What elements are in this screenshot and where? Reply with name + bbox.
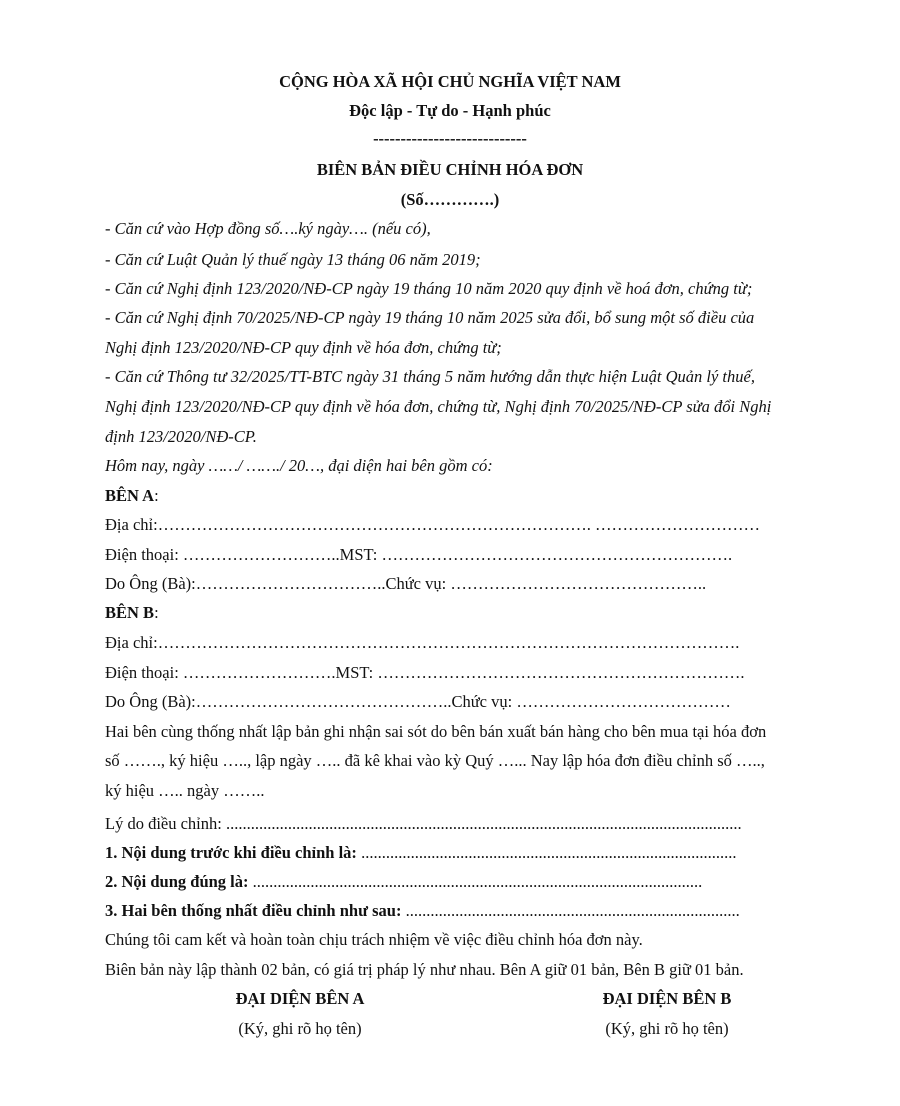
legal-basis-line: - Căn cứ vào Hợp đồng số….ký ngày…. (nếu có), <box>105 219 431 238</box>
reason-line <box>105 814 815 834</box>
party-a-heading-text: BÊN A <box>105 486 155 505</box>
agreement-line: Hai bên cùng thống nhất lập bản ghi nhận sai sót do bên bán xuất bán hàng cho bên mua tại hóa đơn <box>105 722 767 741</box>
party-b-signature-title: ĐẠI DIỆN BÊN B <box>602 989 732 1008</box>
agreement-line: ký hiệu ….. ngày …….. <box>105 781 265 800</box>
item-3-line <box>105 901 815 921</box>
document-number: (Số………….) <box>400 190 500 209</box>
party-b-heading <box>105 603 815 623</box>
header-divider: ---------------------------- <box>373 129 527 148</box>
meeting-date-line: Hôm nay, ngày ……/ ……./ 20…, đại diện hai bên gồm có: <box>105 456 493 475</box>
party-a-heading-colon: : <box>154 486 159 505</box>
party-b-heading-colon: : <box>154 603 159 622</box>
legal-basis-line: - Căn cứ Thông tư 32/2025/TT-BTC ngày 31 tháng 5 năm hướng dẫn thực hiện Luật Quản lý thuế, <box>105 367 755 386</box>
item-1-label: 1. Nội dung trước khi điều chỉnh là: <box>105 843 357 862</box>
party-a-phone-mst: Điện thoại: ………………………..MST: ………………………………………………………. <box>105 545 733 564</box>
legal-basis-line: - Căn cứ Nghị định 70/2025/NĐ-CP ngày 19 tháng 10 năm 2025 sửa đổi, bổ sung một số điều của <box>105 308 755 327</box>
legal-basis-line: định 123/2020/NĐ-CP. <box>105 427 257 446</box>
item-2-label: 2. Nội dung đúng là: <box>105 872 249 891</box>
reason-label: Lý do điều chỉnh: <box>105 814 222 833</box>
party-a-signature-title: ĐẠI DIỆN BÊN A <box>235 989 365 1008</box>
party-b-heading-text: BÊN B <box>105 603 155 622</box>
party-b-signature-note: (Ký, ghi rõ họ tên) <box>605 1019 729 1038</box>
legal-basis-line: - Căn cứ Luật Quản lý thuế ngày 13 tháng 06 năm 2019; <box>105 250 481 269</box>
party-a-representative: Do Ông (Bà):……………………………..Chức vụ: ……………………………………….. <box>105 574 707 593</box>
legal-basis-line: - Căn cứ Nghị định 123/2020/NĐ-CP ngày 19 tháng 10 năm 2020 quy định về hoá đơn, chứng từ; <box>105 279 753 298</box>
item-1-dots: ........................................................................................... <box>356 843 737 862</box>
party-a-signature-note: (Ký, ghi rõ họ tên) <box>238 1019 362 1038</box>
party-a-address: Địa chỉ:……………………………………………………………………. ………………………… <box>105 515 760 534</box>
party-a-heading <box>105 486 815 506</box>
party-b-address: Địa chỉ:……………………………………………………………………………………………. <box>105 633 740 652</box>
party-b-representative: Do Ông (Bà):………………………………………..Chức vụ: ………………………………… <box>105 692 731 711</box>
item-2-dots: ............................................................................................................. <box>248 872 703 891</box>
reason-dots: ............................................................................................................................. <box>221 814 742 833</box>
agreement-line: số ……., ký hiệu ….., lập ngày ….. đã kê khai vào kỳ Quý …... Nay lập hóa đơn điều chỉnh số ….., <box>105 751 765 770</box>
copies-line: Biên bản này lập thành 02 bản, có giá trị pháp lý như nhau. Bên A giữ 01 bản, Bên B giữ 01 bản. <box>105 960 744 979</box>
item-3-label: 3. Hai bên thống nhất điều chỉnh như sau: <box>105 901 402 920</box>
document-title: BIÊN BẢN ĐIỀU CHỈNH HÓA ĐƠN <box>316 160 584 179</box>
legal-basis-line: Nghị định 123/2020/NĐ-CP quy định về hóa đơn, chứng từ, Nghị định 70/2025/NĐ-CP sửa đổi Nghị <box>105 397 772 416</box>
legal-basis-line: Nghị định 123/2020/NĐ-CP quy định về hóa đơn, chứng từ; <box>105 338 502 357</box>
country-name: CỘNG HÒA XÃ HỘI CHỦ NGHĨA VIỆT NAM <box>279 72 621 91</box>
item-2-line <box>105 872 815 892</box>
commitment-line: Chúng tôi cam kết và hoàn toàn chịu trách nhiệm về việc điều chỉnh hóa đơn này. <box>105 930 643 949</box>
item-1-line <box>105 843 815 863</box>
party-b-phone-mst: Điện thoại: ……………………….MST: …………………………………………………………. <box>105 663 745 682</box>
item-3-dots: ................................................................................. <box>401 901 740 920</box>
national-motto: Độc lập - Tự do - Hạnh phúc <box>349 101 551 120</box>
